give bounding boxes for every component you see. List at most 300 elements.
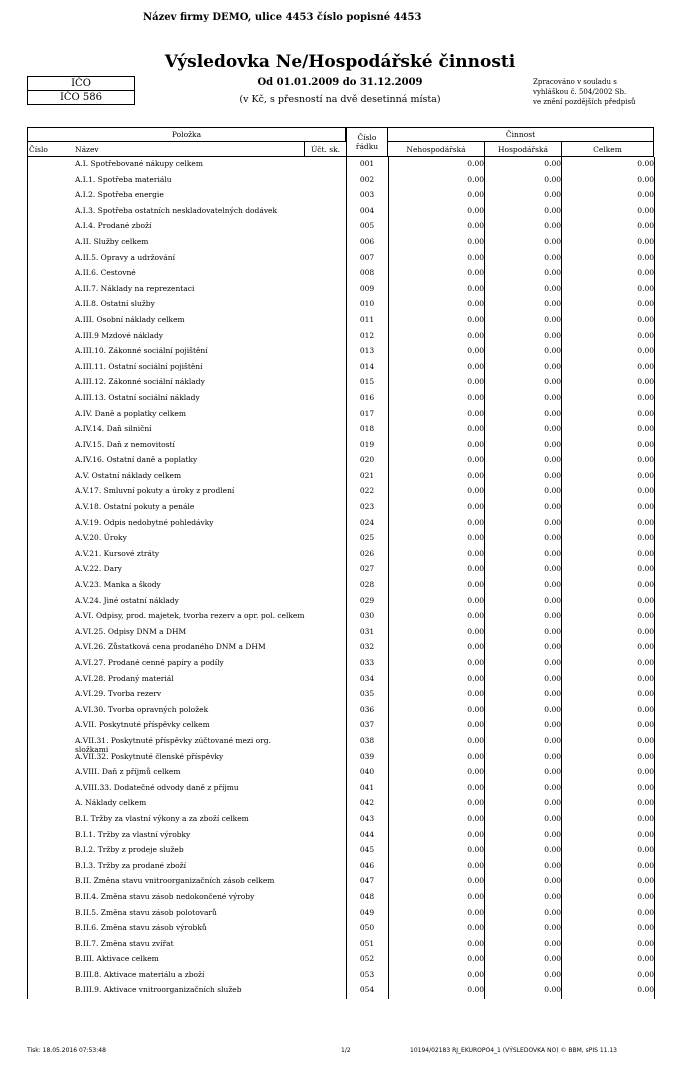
row-value-nehospodarska: 0.00 [467,595,484,605]
row-value-hospodarska: 0.00 [544,985,561,995]
row-value-hospodarska: 0.00 [544,626,561,636]
row-value-celkem: 0.00 [637,845,654,855]
row-value-nehospodarska: 0.00 [467,236,484,246]
header-nehospodarska: Nehospodářská [388,141,484,157]
row-value-celkem: 0.00 [637,548,654,558]
header-cislo: Číslo [27,141,75,157]
header-cislo-radku [346,127,388,157]
row-value-celkem: 0.00 [637,455,654,465]
header-cislo-radku-line: Číslo [357,133,377,142]
footer-source: 10194/02183 RJ_EKUROPO4_1 (VÝSLEDOVKA NO) © BBM, sPIS 11.13 [410,1047,618,1054]
table-row [27,921,654,937]
header-polozka: Položka [27,127,346,141]
row-value-hospodarska: 0.00 [544,938,561,948]
row-value-celkem: 0.00 [637,954,654,964]
report-units: (v Kč, s přesností na dvě desetinná místa) [239,94,441,105]
row-name: A.II.7. Náklady na reprezentaci [75,283,195,293]
row-value-celkem: 0.00 [637,876,654,886]
row-line-number: 039 [359,751,375,761]
row-name: B.I. Tržby za vlastní výkony a za zboží celkem [75,813,249,823]
row-line-number: 023 [359,502,375,512]
row-line-number: 027 [359,564,375,574]
row-value-nehospodarska: 0.00 [467,330,484,340]
row-name: A.I.4. Prodané zboží [75,221,152,231]
row-value-hospodarska: 0.00 [544,658,561,667]
row-value-nehospodarska: 0.00 [467,767,484,777]
table-row [27,360,654,376]
row-value-celkem: 0.00 [637,658,654,667]
row-line-number: 020 [359,455,375,465]
table-row [27,703,654,719]
row-name: A.V.17. Smluvní pokuty a úroky z prodlení [75,486,235,496]
row-line-number: 008 [359,268,375,278]
table-row [27,188,654,204]
row-value-celkem: 0.00 [637,642,654,652]
row-value-hospodarska: 0.00 [544,314,561,324]
row-value-hospodarska: 0.00 [544,782,561,792]
row-line-number: 041 [359,782,375,792]
row-name: A.II.8. Ostatní služby [75,299,155,309]
row-value-celkem: 0.00 [637,798,654,808]
row-value-nehospodarska: 0.00 [467,548,484,558]
row-value-hospodarska: 0.00 [544,673,561,683]
row-value-nehospodarska: 0.00 [467,860,484,870]
row-name: A.I.3. Spotřeba ostatních neskladovatelných dodávek [75,205,278,215]
row-value-celkem: 0.00 [637,159,654,168]
row-value-celkem: 0.00 [637,283,654,293]
row-value-celkem: 0.00 [637,985,654,995]
row-value-hospodarska: 0.00 [544,735,561,745]
row-line-number: 048 [359,891,375,901]
header-nazev: Název [75,141,327,157]
row-value-nehospodarska: 0.00 [467,455,484,465]
row-name: B.II. Změna stavu vnitroorganizačních zásob celkem [75,876,275,886]
row-name: B.I.2. Tržby z prodeje služeb [75,845,184,855]
row-value-hospodarska: 0.00 [544,611,561,621]
ico-label: IČO [71,78,91,89]
column-divider [346,157,347,999]
row-value-hospodarska: 0.00 [544,767,561,777]
row-line-number: 017 [359,408,375,418]
row-value-hospodarska: 0.00 [544,954,561,964]
table-row [27,344,654,360]
row-value-celkem: 0.00 [637,486,654,496]
table-row [27,687,654,703]
row-value-celkem: 0.00 [637,923,654,933]
row-value-nehospodarska: 0.00 [467,938,484,948]
row-value-celkem: 0.00 [637,299,654,309]
row-value-celkem: 0.00 [637,221,654,231]
row-name: A.VI.29. Tvorba rezerv [75,689,162,699]
row-value-nehospodarska: 0.00 [467,845,484,855]
row-name: B.II.4. Změna stavu zásob nedokončené výroby [75,891,255,901]
row-name: A.V.20. Úroky [75,533,127,543]
row-value-celkem: 0.00 [637,377,654,387]
row-value-celkem: 0.00 [637,174,654,184]
table-row [27,235,654,251]
row-value-celkem: 0.00 [637,969,654,979]
row-value-hospodarska: 0.00 [544,159,561,168]
row-name: A.VI. Odpisy, prod. majetek, tvorba rezerv a opr. pol. celkem [75,611,305,621]
row-line-number: 053 [359,969,375,979]
row-line-number: 011 [359,314,375,324]
header-cinnost: Činnost [388,127,654,141]
row-value-celkem: 0.00 [637,907,654,917]
row-name: A.I. Spotřebované nákupy celkem [75,159,203,168]
footer-print-date: Tisk: 18.05.2016 07:53:48 [27,1047,106,1054]
page-title: Výsledovka Ne/Hospodářské činnosti [164,52,516,72]
column-divider [561,157,562,999]
table-row [27,812,654,828]
table-row [27,750,654,766]
row-name: A.III.9 Mzdové náklady [75,330,163,340]
table-row [27,562,654,578]
table-row [27,578,654,594]
row-value-hospodarska: 0.00 [544,455,561,465]
row-value-hospodarska: 0.00 [544,502,561,512]
row-value-celkem: 0.00 [637,268,654,278]
row-value-celkem: 0.00 [637,938,654,948]
row-line-number: 012 [359,330,375,340]
row-value-hospodarska: 0.00 [544,392,561,402]
row-value-hospodarska: 0.00 [544,860,561,870]
table-row [27,656,654,672]
row-value-nehospodarska: 0.00 [467,424,484,434]
row-name: B.I.1. Tržby za vlastní výrobky [75,829,191,839]
row-value-nehospodarska: 0.00 [467,408,484,418]
row-value-nehospodarska: 0.00 [467,782,484,792]
row-name: A.V.18. Ostatní pokuty a penále [75,502,195,512]
row-value-celkem: 0.00 [637,813,654,823]
row-name: A.III.10. Zákonné sociální pojištění [75,346,208,356]
row-line-number: 035 [359,689,375,699]
table-row [27,173,654,189]
legal-note [533,77,636,107]
row-value-nehospodarska: 0.00 [467,751,484,761]
row-value-nehospodarska: 0.00 [467,502,484,512]
table-row [27,251,654,267]
table-row [27,438,654,454]
row-line-number: 003 [359,190,375,200]
row-value-celkem: 0.00 [637,829,654,839]
row-name: B.III.8. Aktivace materiálu a zboží [75,969,205,979]
row-value-hospodarska: 0.00 [544,408,561,418]
table-row [27,906,654,922]
row-value-celkem: 0.00 [637,891,654,901]
table-row [27,734,654,754]
column-divider [388,157,389,999]
row-line-number: 032 [359,642,375,652]
row-line-number: 045 [359,845,375,855]
table-row [27,765,654,781]
row-line-number: 022 [359,486,375,496]
row-value-hospodarska: 0.00 [544,829,561,839]
row-value-nehospodarska: 0.00 [467,205,484,215]
row-value-nehospodarska: 0.00 [467,969,484,979]
row-name: A.VI.27. Prodané cenné papíry a podíly [75,658,224,667]
row-value-celkem: 0.00 [637,704,654,714]
row-line-number: 006 [359,236,375,246]
row-value-celkem: 0.00 [637,767,654,777]
table-row [27,500,654,516]
row-line-number: 026 [359,548,375,558]
row-name: A. Náklady celkem [75,798,147,808]
table-row [27,375,654,391]
row-value-hospodarska: 0.00 [544,595,561,605]
row-line-number: 010 [359,299,375,309]
row-name: A.V.22. Dary [75,564,122,574]
row-value-nehospodarska: 0.00 [467,813,484,823]
row-value-nehospodarska: 0.00 [467,735,484,745]
row-value-celkem: 0.00 [637,533,654,543]
row-value-hospodarska: 0.00 [544,689,561,699]
table-row [27,516,654,532]
row-name: A.III.13. Ostatní sociální náklady [75,392,200,402]
row-value-celkem: 0.00 [637,502,654,512]
row-value-hospodarska: 0.00 [544,252,561,262]
row-name: A.V.19. Odpis nedobytné pohledávky [75,517,214,527]
table-row [27,828,654,844]
row-value-hospodarska: 0.00 [544,564,561,574]
header-hospodarska: Hospodářská [484,141,561,157]
row-name: B.II.7. Změna stavu zvířat [75,938,174,948]
row-line-number: 046 [359,860,375,870]
row-value-nehospodarska: 0.00 [467,689,484,699]
row-line-number: 040 [359,767,375,777]
table-row [27,874,654,890]
table-row [27,469,654,485]
table-row [27,266,654,282]
table-row [27,329,654,345]
row-line-number: 031 [359,626,375,636]
table-row [27,282,654,298]
row-value-hospodarska: 0.00 [544,751,561,761]
row-value-nehospodarska: 0.00 [467,891,484,901]
table-row [27,640,654,656]
row-name: A.V.21. Kursové ztráty [75,548,160,558]
row-value-nehospodarska: 0.00 [467,564,484,574]
row-value-nehospodarska: 0.00 [467,533,484,543]
row-name: A.I.1. Spotřeba materiálu [75,174,172,184]
table-row [27,625,654,641]
row-value-nehospodarska: 0.00 [467,798,484,808]
row-name: A.II.5. Opravy a udržování [75,252,175,262]
header-uct-sk: Účt. sk. [304,141,346,157]
row-line-number: 047 [359,876,375,886]
row-name: B.III.9. Aktivace vnitroorganizačních služeb [75,985,242,995]
row-line-number: 052 [359,954,375,964]
row-value-nehospodarska: 0.00 [467,268,484,278]
table-row [27,937,654,953]
row-value-hospodarska: 0.00 [544,704,561,714]
table-row [27,391,654,407]
row-value-celkem: 0.00 [637,346,654,356]
row-value-hospodarska: 0.00 [544,174,561,184]
row-line-number: 024 [359,517,375,527]
row-value-nehospodarska: 0.00 [467,611,484,621]
row-value-hospodarska: 0.00 [544,424,561,434]
table-row [27,859,654,875]
row-value-celkem: 0.00 [637,252,654,262]
table-row [27,297,654,313]
row-line-number: 050 [359,923,375,933]
row-value-nehospodarska: 0.00 [467,190,484,200]
row-value-nehospodarska: 0.00 [467,954,484,964]
row-value-celkem: 0.00 [637,782,654,792]
row-line-number: 018 [359,424,375,434]
row-value-celkem: 0.00 [637,470,654,480]
row-line-number: 028 [359,580,375,590]
row-line-number: 034 [359,673,375,683]
row-name: A.IV. Daně a poplatky celkem [75,408,186,418]
row-value-hospodarska: 0.00 [544,221,561,231]
row-line-number: 033 [359,658,375,667]
row-value-celkem: 0.00 [637,595,654,605]
row-name: B.II.5. Změna stavu zásob polotovarů [75,907,217,917]
table-row [27,453,654,469]
table-row [27,952,654,968]
row-value-nehospodarska: 0.00 [467,299,484,309]
row-name: A.VII.32. Poskytnuté členské příspěvky [75,751,224,761]
row-name: A.III.12. Zákonné sociální náklady [75,377,205,387]
row-line-number: 036 [359,704,375,714]
column-divider [27,157,28,999]
row-value-nehospodarska: 0.00 [467,642,484,652]
row-value-celkem: 0.00 [637,517,654,527]
table-row [27,594,654,610]
table-row [27,484,654,500]
row-value-celkem: 0.00 [637,205,654,215]
row-value-celkem: 0.00 [637,751,654,761]
row-value-celkem: 0.00 [637,689,654,699]
company-name: Název firmy DEMO, ulice 4453 číslo popisné 4453 [143,12,422,23]
row-name: A.VIII.33. Dodatečné odvody daně z příjmu [75,782,239,792]
row-value-hospodarska: 0.00 [544,268,561,278]
row-value-nehospodarska: 0.00 [467,361,484,371]
row-name: A.I.2. Spotřeba energie [75,190,164,200]
row-value-celkem: 0.00 [637,190,654,200]
row-line-number: 049 [359,907,375,917]
row-line-number: 015 [359,377,375,387]
report-period: Od 01.01.2009 do 31.12.2009 [257,77,423,88]
row-value-hospodarska: 0.00 [544,299,561,309]
table-header [27,127,654,157]
row-value-hospodarska: 0.00 [544,845,561,855]
row-value-hospodarska: 0.00 [544,470,561,480]
row-value-nehospodarska: 0.00 [467,174,484,184]
row-value-hospodarska: 0.00 [544,580,561,590]
row-value-hospodarska: 0.00 [544,517,561,527]
column-divider [654,157,655,999]
row-value-celkem: 0.00 [637,392,654,402]
row-value-nehospodarska: 0.00 [467,283,484,293]
row-name: A.IV.14. Daň silniční [75,424,152,434]
row-line-number: 016 [359,392,375,402]
row-value-nehospodarska: 0.00 [467,876,484,886]
table-row [27,781,654,797]
table-body [27,157,654,999]
row-value-celkem: 0.00 [637,735,654,745]
row-name: A.VII.31. Poskytnuté příspěvky zúčtované mezi org. složkami [75,735,271,754]
row-value-hospodarska: 0.00 [544,907,561,917]
row-line-number: 054 [359,985,375,995]
row-value-hospodarska: 0.00 [544,236,561,246]
row-value-hospodarska: 0.00 [544,377,561,387]
row-line-number: 002 [359,174,375,184]
row-value-nehospodarska: 0.00 [467,517,484,527]
row-line-number: 001 [359,159,375,168]
row-value-celkem: 0.00 [637,611,654,621]
row-value-celkem: 0.00 [637,580,654,590]
header-cislo-radku-line: řádku [355,142,379,151]
row-value-hospodarska: 0.00 [544,346,561,356]
row-line-number: 007 [359,252,375,262]
row-value-nehospodarska: 0.00 [467,658,484,667]
legal-note-line: Zpracováno v souladu s [533,78,617,86]
table-row [27,672,654,688]
row-name: B.III. Aktivace celkem [75,954,159,964]
row-name: A.III.11. Ostatní sociální pojištění [75,361,203,371]
row-name: B.II.6. Změna stavu zásob výrobků [75,923,207,933]
row-value-nehospodarska: 0.00 [467,470,484,480]
row-name: B.I.3. Tržby za prodané zboží [75,860,186,870]
row-value-hospodarska: 0.00 [544,969,561,979]
row-value-hospodarska: 0.00 [544,876,561,886]
row-value-hospodarska: 0.00 [544,190,561,200]
row-value-nehospodarska: 0.00 [467,314,484,324]
row-value-nehospodarska: 0.00 [467,829,484,839]
footer-page-number: 1/2 [341,1047,351,1054]
table-row [27,407,654,423]
row-value-celkem: 0.00 [637,673,654,683]
row-value-hospodarska: 0.00 [544,798,561,808]
table-row [27,796,654,812]
row-name: A.V.23. Manka a škody [75,580,161,590]
row-value-nehospodarska: 0.00 [467,704,484,714]
row-value-celkem: 0.00 [637,314,654,324]
row-line-number: 019 [359,439,375,449]
row-value-nehospodarska: 0.00 [467,985,484,995]
row-value-celkem: 0.00 [637,860,654,870]
table-row [27,547,654,563]
row-line-number: 044 [359,829,375,839]
row-value-hospodarska: 0.00 [544,439,561,449]
row-value-celkem: 0.00 [637,236,654,246]
table-row [27,843,654,859]
row-line-number: 051 [359,938,375,948]
row-value-hospodarska: 0.00 [544,533,561,543]
header-celkem: Celkem [561,141,654,157]
table-row [27,890,654,906]
table-row [27,313,654,329]
row-value-hospodarska: 0.00 [544,283,561,293]
row-value-nehospodarska: 0.00 [467,346,484,356]
table-row [27,531,654,547]
row-value-nehospodarska: 0.00 [467,720,484,730]
row-line-number: 042 [359,798,375,808]
row-name: A.VIII. Daň z příjmů celkem [75,767,181,777]
row-line-number: 043 [359,813,375,823]
row-name: A.II.6. Cestovné [75,268,136,278]
row-name: A.VI.30. Tvorba opravných položek [75,704,209,714]
row-value-hospodarska: 0.00 [544,720,561,730]
ico-value: IČO 586 [28,90,134,104]
row-value-nehospodarska: 0.00 [467,486,484,496]
row-value-nehospodarska: 0.00 [467,221,484,231]
row-name: A.II. Služby celkem [75,236,149,246]
legal-note-line: ve znění pozdějších předpisů [533,98,636,106]
row-name: A.III. Osobní náklady celkem [75,314,185,324]
